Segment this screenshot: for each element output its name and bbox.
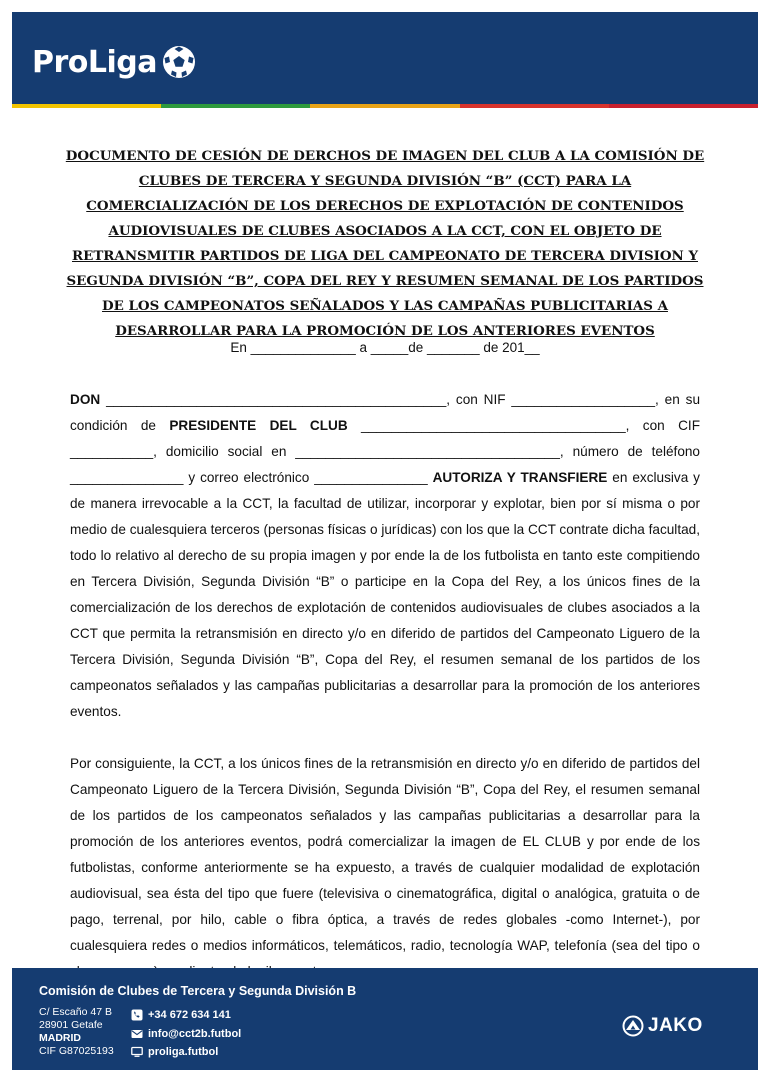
don-label: DON (70, 392, 101, 407)
footer-web: proliga.futbol (148, 1046, 219, 1058)
date-line: En ______________ a _____de _______ de 201__ (230, 340, 540, 355)
footer-cif: CIF G87025193 (39, 1045, 114, 1057)
contact-web-row[interactable] (130, 1043, 241, 1062)
autoriza-label: AUTORIZA Y TRANSFIERE (432, 470, 608, 485)
envelope-icon (130, 1028, 144, 1040)
footer-address (39, 1006, 114, 1058)
footer-phone: +34 672 634 141 (148, 1009, 231, 1021)
sponsor-name: JAKO (648, 1015, 703, 1036)
footer-contact (130, 1006, 241, 1062)
page-footer (12, 968, 758, 1070)
stripe-orange (310, 104, 459, 108)
logo-text: ProLiga (32, 44, 158, 80)
paragraph-text: en exclusiva y de manera irrevocable a la CCT, la facultad de utilizar, incorporar y explotar, bien por sí misma o por medio de cualesquiera terceros (personas físicas o jurídicas) con los que la CCT contrate dicha facultad, todo lo relativo al derecho de su propia imagen y por ende la de los futbolista en tanto este compitiendo en Tercera División, Segunda División “B” o participe en la Copa del Rey, a los únicos fines de la comercialización de los derechos de explotación de contenidos audiovisuales de clubes asociados a la CCT que permita la retransmisión en directo y/o en diferido de partidos del Campeonato Liguero de la Tercera División, Segunda División “B”, Copa del Rey, el resumen semanal de los partidos de los campeonatos señalados y las campañas publicitarias a desarrollar para la promoción de los anteriores eventos. (70, 470, 700, 719)
document-title: DOCUMENTO DE CESIÓN DE DERCHOS DE IMAGEN DEL CLUB A LA COMISIÓN DE CLUBES DE TERCERA Y SEGUNDA DIVISIÓN “B” (CCT) PARA LA COMERCIALIZACIÓN DE LOS DERECHOS DE EXPLOTACIÓN DE CONTENIDOS AUDIOVISUALES DE CLUBES ASOCIADOS A LA CCT, CON EL OBJETO DE RETRANSMITIR PARTIDOS DE LIGA DEL CAMPEONATO DE TERCERA DIVISION Y SEGUNDA DIVISIÓN “B”, COPA DEL REY Y RESUMEN SEMANAL DE LOS PARTIDOS DE LOS CAMPEONATOS SEÑALADOS Y LAS CAMPAÑAS PUBLICITARIAS A DESARROLLAR PARA LA PROMOCIÓN DE LOS ANTERIORES EVENTOS (65, 148, 705, 339)
contact-email-row[interactable] (130, 1025, 241, 1044)
jako-emblem-icon (622, 1015, 644, 1037)
document-body (70, 387, 700, 1011)
stripe-green (161, 104, 310, 108)
stripe-yellow (12, 104, 161, 108)
stripe-dark-red (609, 104, 758, 108)
footer-org-name: Comisión de Clubes de Tercera y Segunda División B (39, 984, 357, 998)
jako-logo (622, 1015, 703, 1037)
stripe-red (460, 104, 609, 108)
presidente-label: PRESIDENTE DEL CLUB (169, 418, 348, 433)
color-stripe (12, 104, 758, 108)
proliga-logo (32, 44, 197, 80)
contact-phone-row[interactable] (130, 1006, 241, 1025)
address-zip: 28901 Getafe (39, 1019, 103, 1031)
paragraph-consequently: Por consiguiente, la CCT, a los únicos fines de la retransmisión en directo y/o en diferido de partidos del Campeonato Liguero de la Tercera División, Segunda División “B”, Copa del Rey, el resumen semanal de los partidos de los campeonatos señalados y las campañas publicitarias a desarrollar para la promoción de los anteriores eventos, podrá comercializar la imagen de EL CLUB y por ende de los futbolistas, conforme anteriormente se ha expuesto, a través de cualquier modalidad de explotación audiovisual, sea ésta del tipo que fuere (televisiva o cinematográfica, digital o analógica, gratuita o de pago, terrenal, por hilo, cable o fibra óptica, a través de redes globales -como Internet-), por cualesquiera redes o medios informáticos, telemáticos, radio, tecnología WAP, telefonía (sea del tipo o (70, 756, 700, 953)
address-street: C/ Escaño 47 B (39, 1006, 112, 1018)
phone-icon (130, 1009, 144, 1021)
paragraph-text: ___________________________________, con CIF ___________, domicilio social en ___________________________________, número de teléfono _______________ y correo electrónico _______________ (70, 418, 700, 485)
paragraph-text: _____________________________________________, con NIF ___________________, en su condición de (70, 392, 700, 433)
address-city: MADRID (39, 1032, 81, 1044)
paragraph-authorization (70, 387, 700, 725)
soccer-ball-icon (161, 44, 197, 80)
footer-email: info@cct2b.futbol (148, 1027, 242, 1040)
monitor-icon (130, 1046, 144, 1058)
